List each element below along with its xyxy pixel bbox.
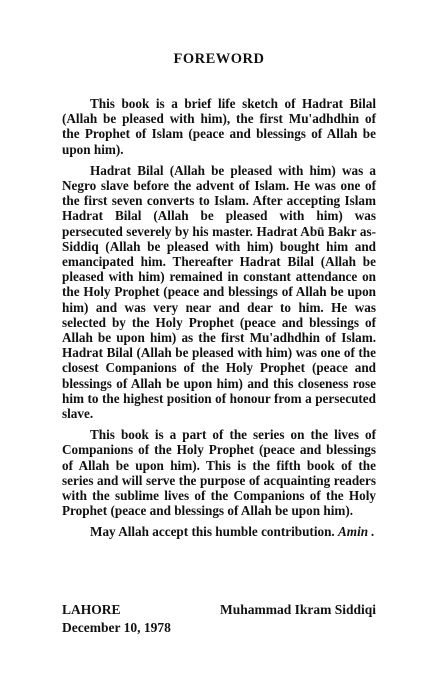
- paragraph-intro: This book is a brief life sketch of Hadrat Bilal (Allah be pleased with him), the first Mu'adhdhin of the Prophet of Islam (peace and blessings of Allah be upon him).: [62, 96, 376, 157]
- foreword-body: [62, 96, 376, 540]
- signature-date: December 10, 1978: [62, 620, 171, 635]
- paragraph-closing: [62, 524, 376, 539]
- page-title: FOREWORD: [173, 51, 265, 67]
- signature-row: [62, 602, 376, 618]
- paragraph-series: This book is a part of the series on the lives of Companions of the Holy Prophet (peace and blessings of Allah be upon him). This is the fifth book of the series and will serve the purpose of acquainting readers with the sublime lives of the Companions of the Holy Prophet (peace and blessings of Allah be upon him).: [62, 427, 376, 519]
- closing-text: May Allah accept this humble contribution.: [90, 524, 335, 540]
- closing-amin: Amin .: [338, 524, 375, 540]
- paragraph-biography: Hadrat Bilal (Allah be pleased with him) was a Negro slave before the advent of Islam. He was one of the first seven converts to Islam. After accepting Islam Hadrat Bilal (Allah be pleased with him) was persecuted severely by his master. Hadrat Abū Bakr as-Siddiq (Allah be pleased with him) bought him and emancipated him. Thereafter Hadrat Bilal (Allah be pleased with him) remained in constant attendance on the Holy Prophet (peace and blessings of Allah be upon him) and was very near and dear to him. He was selected by the Holy Prophet (peace and blessings of Allah be upon him) as the first Mu'adhdhin of Islam. Hadrat Bilal (Allah be pleased with him) was one of the closest Companions of the Holy Prophet (peace and blessings of Allah be upon him) and this closeness rose him to the highest position of honour from a persecuted slave.: [62, 162, 376, 422]
- signature-author: Muhammad Ikram Siddiqi: [219, 602, 376, 617]
- signature-place: LAHORE: [62, 602, 121, 617]
